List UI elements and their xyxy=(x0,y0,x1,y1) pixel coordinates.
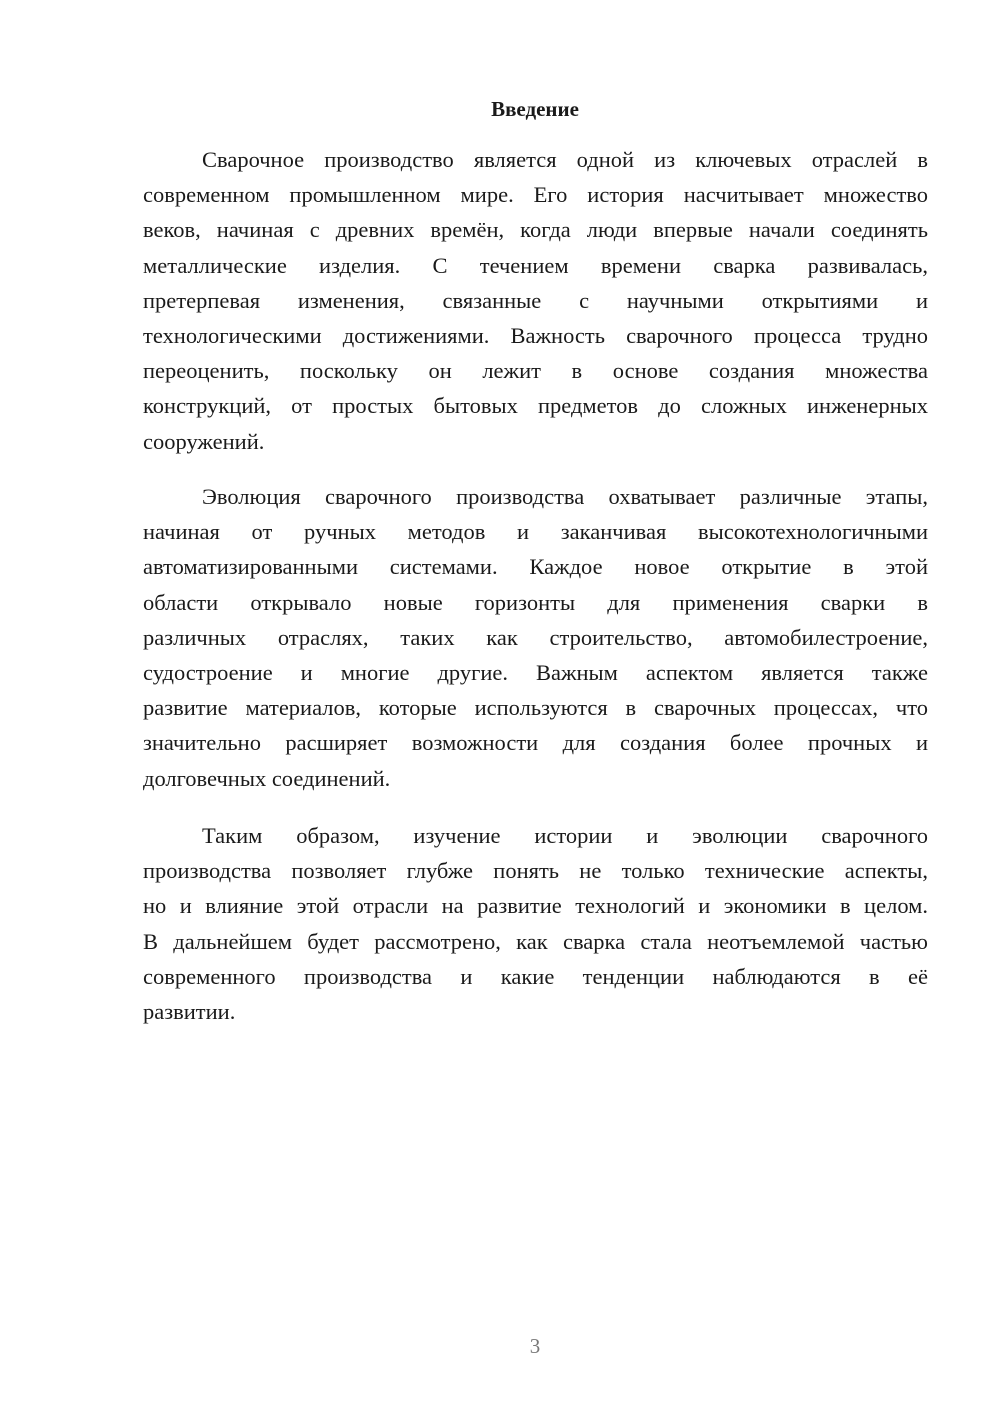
page-number: 3 xyxy=(529,1334,541,1358)
text-line: В дальнейшем будет рассмотрено, как сварка стала неотъемлемой частью xyxy=(143,928,928,954)
text-line: современном промышленном мире. Его история насчитывает множество xyxy=(143,182,928,208)
text-line: конструкций, от простых бытовых предметов до сложных инженерных xyxy=(143,393,928,419)
text-line: технологическими достижениями. Важность сварочного процесса трудно xyxy=(143,322,928,348)
text-line: Сварочное производство является одной из ключевых отраслей в xyxy=(202,147,928,172)
paragraph-3 xyxy=(143,818,928,1029)
text-line: претерпевая изменения, связанные с научными открытиями и xyxy=(143,287,928,313)
text-line: судостроение и многие другие. Важным аспектом является также xyxy=(143,659,928,685)
section-title: Введение xyxy=(491,97,579,121)
text-line: переоценить, поскольку он лежит в основе создания множества xyxy=(143,358,928,384)
text-line: области открывало новые горизонты для применения сварки в xyxy=(143,589,928,615)
text-line: различных отраслях, таких как строительство, автомобилестроение, xyxy=(143,624,928,650)
text-line: развитие материалов, которые используются в сварочных процессах, что xyxy=(143,695,928,721)
text-line: металлические изделия. С течением времени сварка развивалась, xyxy=(143,252,928,278)
text-line: начиная от ручных методов и заканчивая высокотехнологичными xyxy=(143,519,928,545)
text-line: веков, начиная с древних времён, когда люди впервые начали соединять xyxy=(143,217,928,243)
paragraph-2 xyxy=(143,479,928,796)
text-line: автоматизированными системами. Каждое новое открытие в этой xyxy=(143,554,928,580)
text-line: производства позволяет глубже понять не только технические аспекты, xyxy=(143,858,928,884)
text-line: современного производства и какие тенденции наблюдаются в её xyxy=(143,963,928,989)
text-line: значительно расширяет возможности для создания более прочных и xyxy=(143,730,928,756)
text-line: развитии. xyxy=(143,998,236,1024)
text-line: сооружений. xyxy=(143,428,265,454)
text-line: Таким образом, изучение истории и эволюции сварочного xyxy=(202,823,928,848)
text-line: долговечных соединений. xyxy=(143,765,391,791)
text-line: Эволюция сварочного производства охватывает различные этапы, xyxy=(202,484,928,509)
text-line: но и влияние этой отрасли на развитие технологий и экономики в целом. xyxy=(143,893,928,919)
paragraph-1 xyxy=(143,142,928,459)
